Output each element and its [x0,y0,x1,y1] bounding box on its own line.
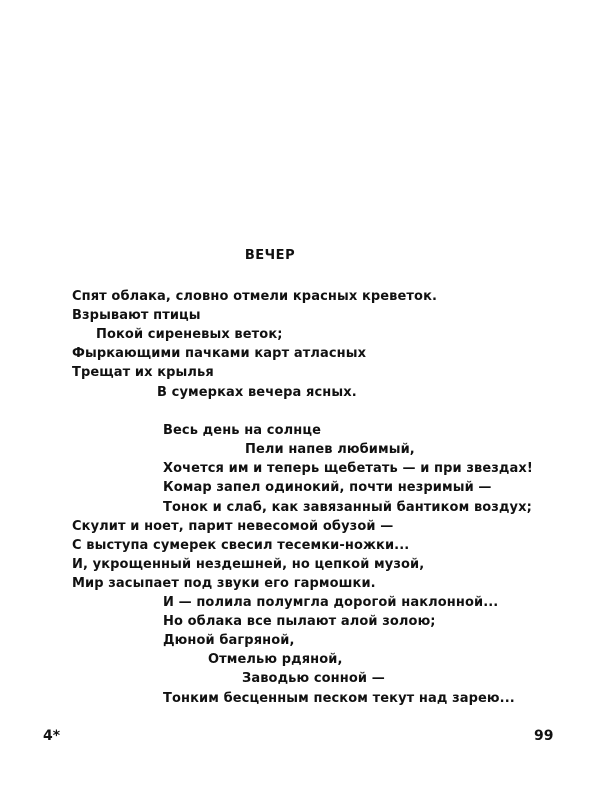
poem-line: Тонок и слаб, как завязанный бантиком воздух; [163,500,532,515]
signature-mark: 4* [43,728,61,744]
poem-line: Но облака все пылают алой золою; [163,614,436,629]
poem-line: Комар запел одинокий, почти незримый — [163,480,492,495]
poem-line: Хочется им и теперь щебетать — и при звездах! [163,461,533,476]
poem-line: Спят облака, словно отмели красных креветок. [72,289,438,304]
poem-line: Скулит и ноет, парит невесомой обузой — [72,519,394,534]
poem-line: Покой сиреневых веток; [96,327,283,342]
poem-line: Фыркающими пачками карт атласных [72,346,367,361]
poem-title: ВЕЧЕР [244,248,296,263]
poem-line: Пели напев любимый, [245,442,415,457]
poem-line: Весь день на солнце [163,423,321,438]
poem-line: И, укрощенный нездешней, но цепкой музой, [72,557,425,572]
poem-line: Заводью сонной — [242,671,385,686]
poem-line: Мир засыпает под звуки его гармошки. [72,576,376,591]
poem-line: И — полила полумгла дорогой наклонной... [163,595,499,610]
poem-line: В сумерках вечера ясных. [157,385,357,400]
poem-line: Трещат их крылья [72,365,214,380]
poem-line: Тонким бесценным песком текут над зарею... [163,691,515,706]
page-number: 99 [534,728,554,744]
poem-line: Взрывают птицы [72,308,201,323]
poem-line: С выступа сумерек свесил тесемки-ножки... [72,538,410,553]
poem-line: Дюной багряной, [163,633,295,648]
poem-line: Отмелью рдяной, [208,652,343,667]
